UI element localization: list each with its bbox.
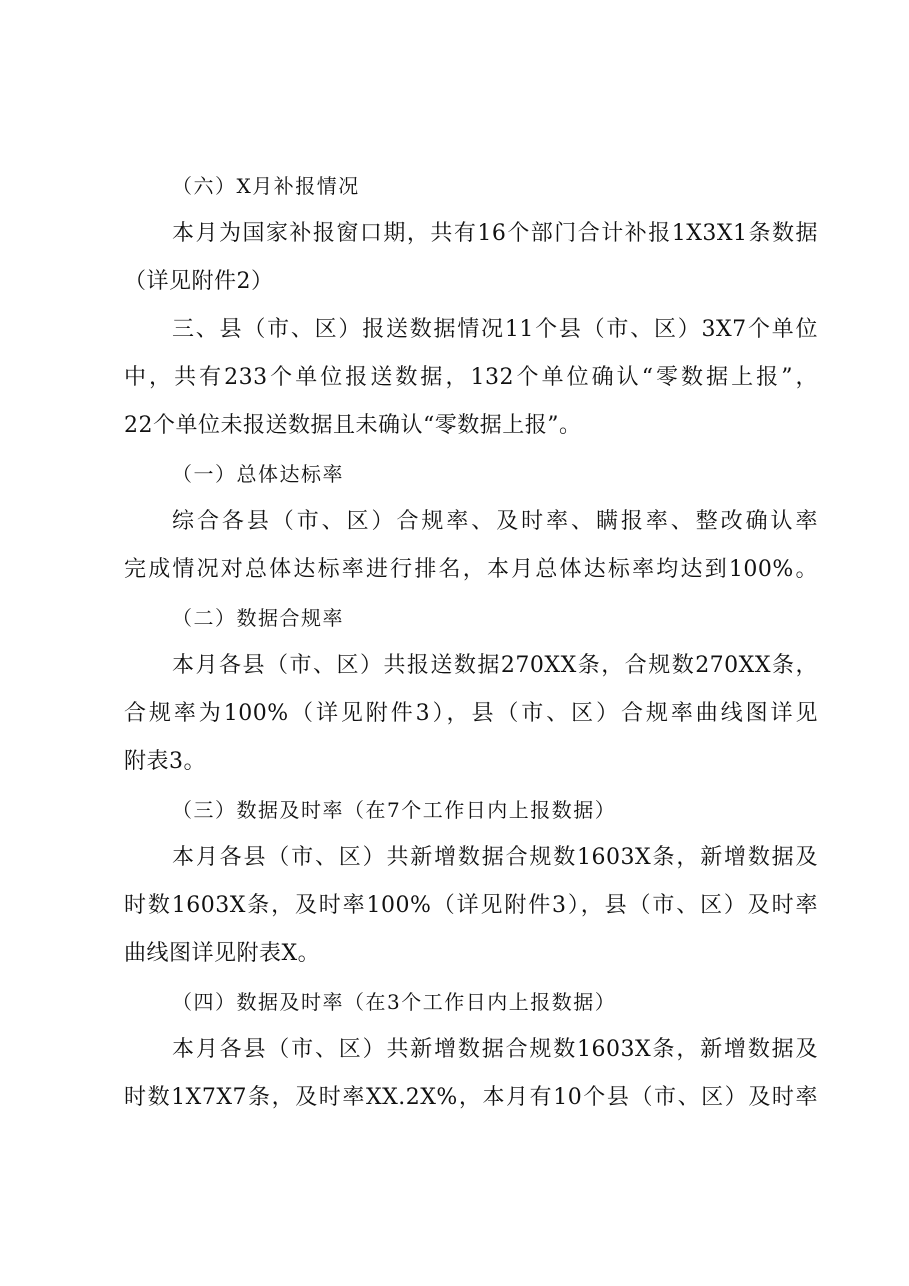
paragraph-line: 本月各县（市、区）共报送数据270XX条，合规数270XX条， — [172, 653, 818, 678]
subsection-heading-4: （四）数据及时率（在3个工作日内上报数据） — [172, 990, 617, 1014]
paragraph-line: （详见附件2） — [124, 269, 274, 294]
paragraph-line: 综合各县（市、区）合规率、及时率、瞒报率、整改确认率 — [172, 509, 818, 534]
paragraph-line: 中，共有233个单位报送数据，132个单位确认“零数据上报”， — [124, 365, 818, 390]
paragraph-line: 本月各县（市、区）共新增数据合规数1603X条，新增数据及 — [172, 1037, 818, 1062]
paragraph-line: 曲线图详见附表X。 — [124, 941, 321, 966]
subsection-heading-2: （二）数据合规率 — [172, 606, 344, 630]
paragraph-line: 本月各县（市、区）共新增数据合规数1603X条，新增数据及 — [172, 845, 818, 870]
paragraph-line: 时数1603X条，及时率100%（详见附件3），县（市、区）及时率 — [124, 893, 818, 918]
paragraph-line: 完成情况对总体达标率进行排名，本月总体达标率均达到100%。 — [124, 557, 818, 582]
section-heading-3: 三、县（市、区）报送数据情况11个县（市、区）3X7个单位 — [172, 317, 818, 342]
section-heading-6: （六）X月补报情况 — [172, 174, 360, 198]
subsection-heading-3: （三）数据及时率（在7个工作日内上报数据） — [172, 798, 617, 822]
subsection-heading-1: （一）总体达标率 — [172, 462, 344, 486]
paragraph-line: 本月为国家补报窗口期，共有16个部门合计补报1X3X1条数据 — [172, 221, 818, 246]
paragraph-line: 附表3。 — [124, 749, 206, 774]
paragraph-line: 22个单位未报送数据且未确认“零数据上报”。 — [124, 413, 582, 438]
paragraph-line: 合规率为100%（详见附件3），县（市、区）合规率曲线图详见 — [124, 701, 818, 726]
paragraph-line: 时数1X7X7条，及时率XX.2X%，本月有10个县（市、区）及时率 — [124, 1085, 818, 1110]
